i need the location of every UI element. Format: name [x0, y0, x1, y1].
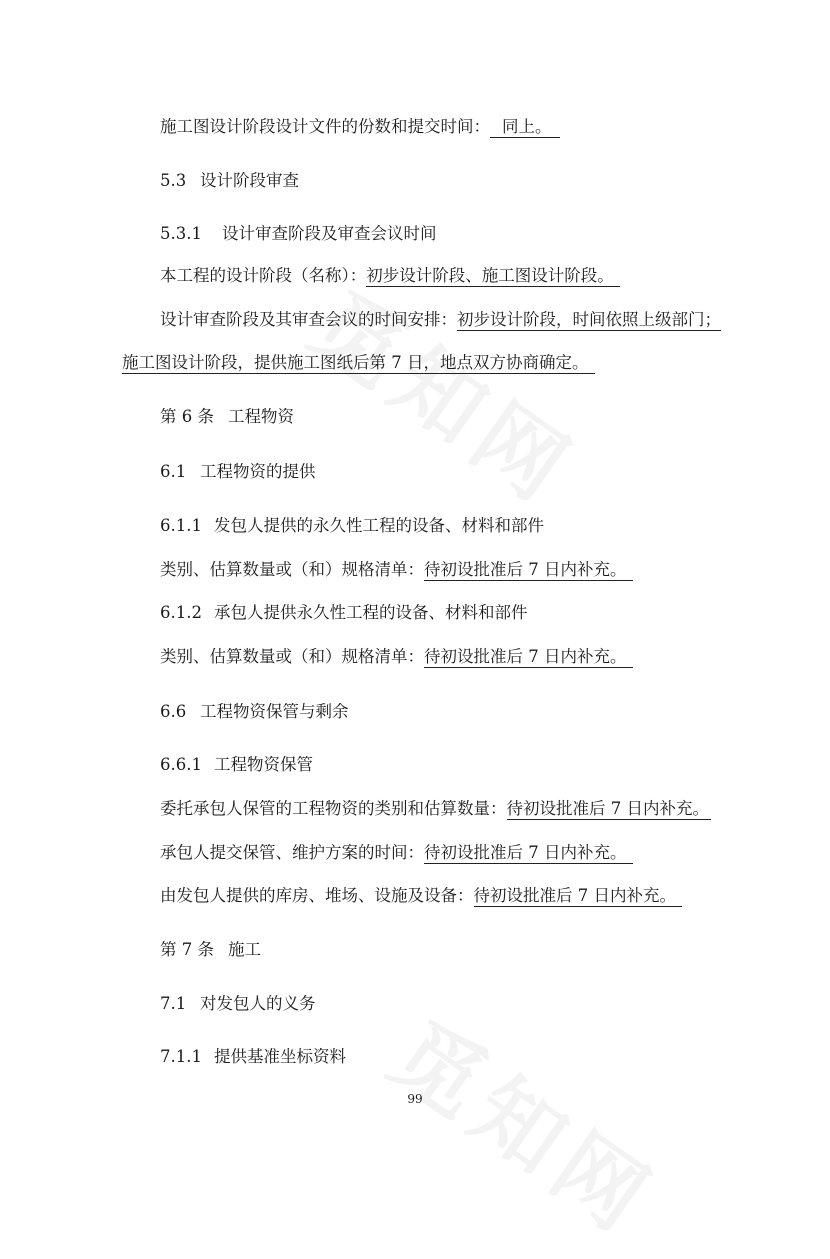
article-title: 施工: [228, 940, 261, 959]
section-number: 6.6.1: [160, 755, 202, 774]
heading-6-1: [160, 461, 316, 483]
review-schedule-continuation: [122, 352, 595, 374]
owner-supply-list-line: [160, 559, 633, 581]
section-number: 6.1: [160, 462, 187, 481]
section-number: 7.1.1: [160, 1047, 202, 1066]
page-number: 99: [407, 1092, 423, 1106]
field-label: 委托承包人保管的工程物资的类别和估算数量：: [160, 799, 507, 818]
section-number: 5.3.1: [160, 224, 202, 243]
field-value: 待初设批准后 7 日内补充。: [424, 647, 633, 668]
section-title: 工程物资保管: [214, 755, 313, 774]
section-number: 7.1: [160, 994, 187, 1013]
field-value: 初步设计阶段，时间依照上级部门；: [457, 310, 721, 329]
heading-6-6-1: [160, 754, 313, 776]
field-value: 同上。: [490, 117, 560, 138]
section-title: 工程物资的提供: [200, 462, 316, 481]
heading-5-3-1: [160, 223, 437, 245]
field-value: 待初设批准后 7 日内补充。: [424, 843, 633, 864]
field-label: 类别、估算数量或（和）规格清单：: [160, 560, 424, 579]
field-label: 类别、估算数量或（和）规格清单：: [160, 647, 424, 666]
field-value: 待初设批准后 7 日内补充。: [474, 886, 683, 907]
maintenance-plan-line: [160, 842, 633, 864]
heading-article-6: [160, 406, 294, 428]
section-number: 6.6: [160, 702, 187, 721]
field-label: 承包人提交保管、维护方案的时间：: [160, 843, 424, 862]
heading-6-6: [160, 701, 349, 723]
heading-5-3: [160, 170, 299, 192]
section-number: 5.3: [160, 171, 187, 190]
field-label: 施工图设计阶段设计文件的份数和提交时间：: [160, 117, 490, 136]
field-label: 由发包人提供的库房、堆场、设施及设备：: [160, 886, 474, 905]
field-value: 待初设批准后 7 日内补充。: [506, 799, 709, 818]
section-title: 发包人提供的永久性工程的设备、材料和部件: [214, 516, 544, 535]
heading-7-1-1: [160, 1046, 346, 1068]
article-number: 第 7 条: [160, 940, 214, 959]
review-schedule-line: [160, 309, 721, 331]
section-title: 工程物资保管与剩余: [200, 702, 349, 721]
design-docs-submission-line: [160, 116, 560, 138]
heading-6-1-2: [160, 602, 528, 624]
field-value-continued: 施工图设计阶段，提供施工图纸后第 7 日，地点双方协商确定。: [122, 353, 595, 374]
article-number: 第 6 条: [160, 407, 214, 426]
section-title: 承包人提供永久性工程的设备、材料和部件: [214, 603, 528, 622]
heading-article-7: [160, 939, 261, 961]
entrusted-storage-line: [160, 798, 711, 820]
watermark-bottom: [370, 987, 683, 1259]
section-title: 设计阶段审查: [200, 171, 299, 190]
design-stage-line: [160, 265, 620, 287]
section-title: 对发包人的义务: [200, 994, 316, 1013]
heading-7-1: [160, 993, 316, 1015]
contractor-supply-list-line: [160, 646, 633, 668]
article-title: 工程物资: [228, 407, 294, 426]
field-label: 设计审查阶段及其审查会议的时间安排：: [160, 310, 457, 329]
field-value: 初步设计阶段、施工图设计阶段。: [366, 266, 620, 287]
field-value: 待初设批准后 7 日内补充。: [424, 560, 633, 581]
watermark: [290, 257, 603, 529]
section-title: 设计审查阶段及审查会议时间: [222, 224, 437, 243]
heading-6-1-1: [160, 515, 544, 537]
warehouse-facilities-line: [160, 885, 682, 907]
section-number: 6.1.2: [160, 603, 202, 622]
field-label: 本工程的设计阶段（名称）：: [160, 266, 367, 285]
section-number: 6.1.1: [160, 516, 202, 535]
section-title: 提供基准坐标资料: [214, 1047, 346, 1066]
